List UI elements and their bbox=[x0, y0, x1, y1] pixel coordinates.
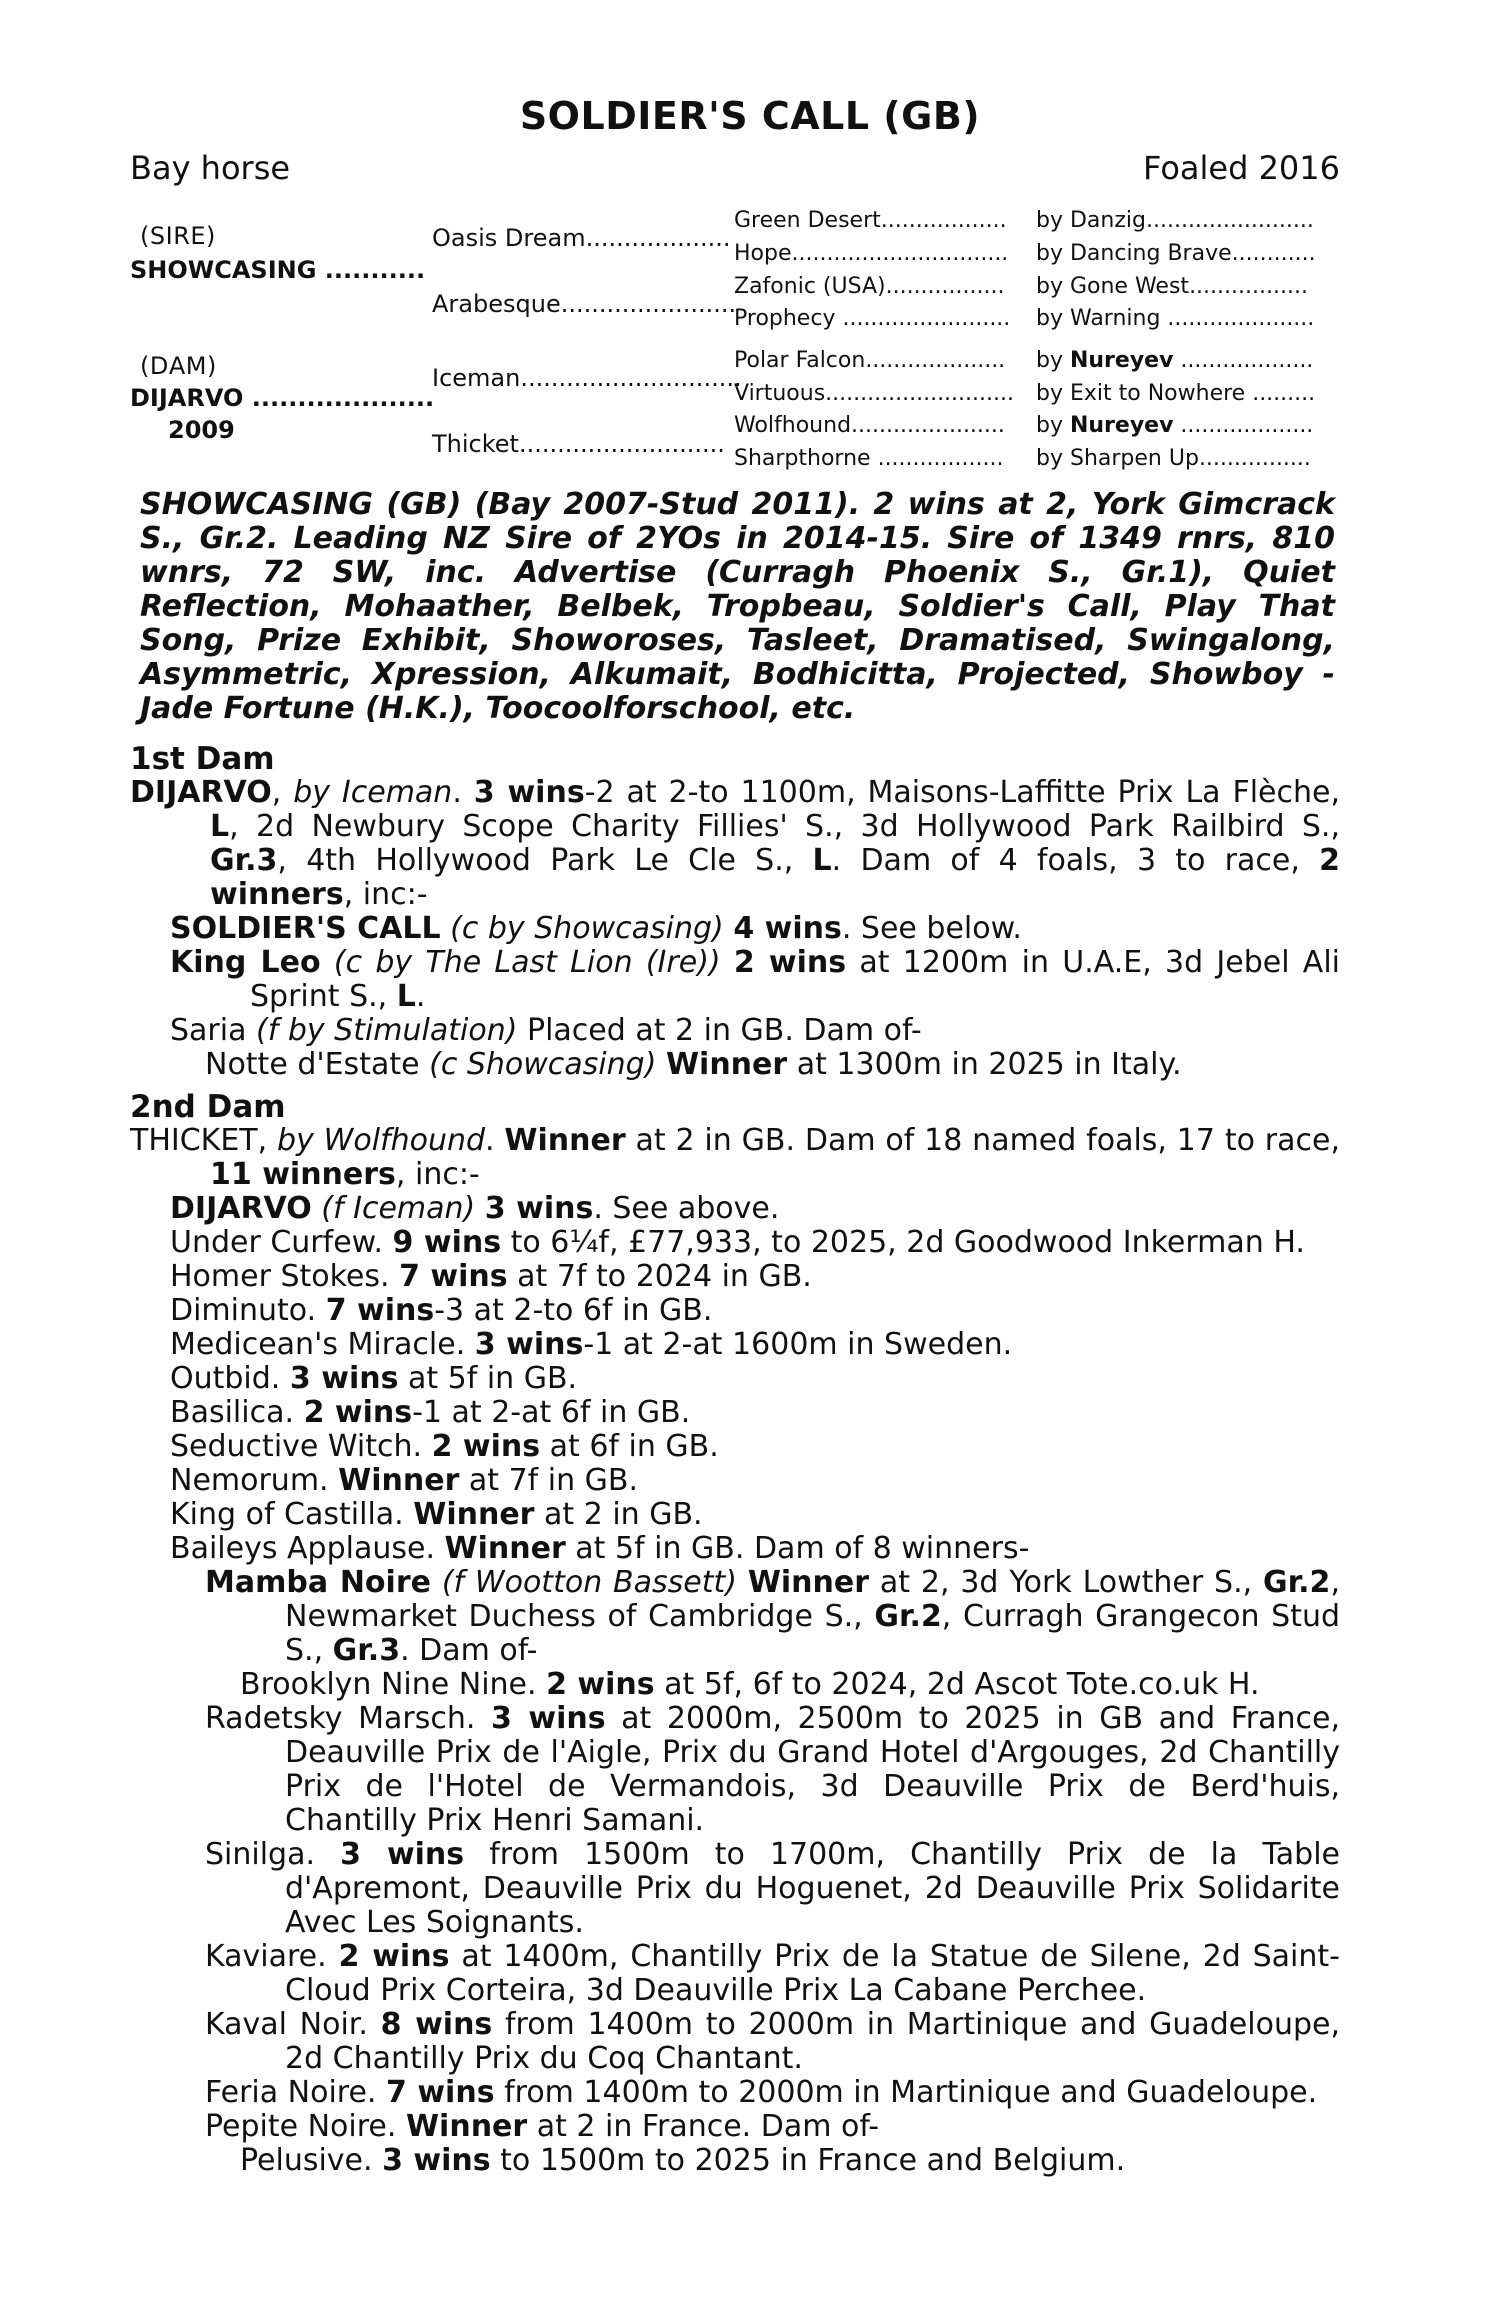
progeny-entry: SOLDIER'S CALL (c by Showcasing) 4 wins. See below. bbox=[170, 911, 1022, 946]
pedigree-gen2-2: Iceman............................. bbox=[432, 364, 742, 392]
pedigree-gen4-7: by Sharpen Up................ bbox=[1036, 446, 1311, 471]
pedigree-gen4-1: by Dancing Brave............ bbox=[1036, 241, 1316, 266]
progeny-entry: Baileys Applause. Winner at 5f in GB. Dam of 8 winners- bbox=[170, 1531, 1030, 1566]
pedigree-gen3-0: Green Desert.................. bbox=[734, 208, 1007, 233]
pedigree-gen2-3: Thicket........................... bbox=[432, 430, 725, 458]
pedigree-gen4-4: by Nureyev ................... bbox=[1036, 348, 1314, 373]
progeny-entry: Medicean's Miracle. 3 wins-1 at 2-at 1600m in Sweden. bbox=[170, 1327, 1013, 1362]
progeny-entry: King of Castilla. Winner at 2 in GB. bbox=[170, 1497, 703, 1532]
progeny-entry: Kaviare. 2 wins at 1400m, Chantilly Prix de la Statue de Silene, 2d Saint-Cloud Prix Corteira, 3d Deauville Prix La Cabane Perchee. bbox=[205, 1939, 1340, 2008]
progeny-entry: Sinilga. 3 wins from 1500m to 1700m, Chantilly Prix de la Table d'Apremont, Deauville Prix du Hoguenet, 2d Deauville Prix Solidarite Avec Les Soignants. bbox=[205, 1837, 1340, 1940]
sire-name: SHOWCASING ........... bbox=[130, 256, 426, 284]
progeny-entry: Nemorum. Winner at 7f in GB. bbox=[170, 1463, 639, 1498]
foaled-year: Foaled 2016 bbox=[1143, 149, 1340, 187]
progeny-entry: Diminuto. 7 wins-3 at 2-to 6f in GB. bbox=[170, 1293, 713, 1328]
progeny-entry: Pepite Noire. Winner at 2 in France. Dam of- bbox=[205, 2109, 880, 2144]
sire-summary: SHOWCASING (GB) (Bay 2007-Stud 2011). 2 wins at 2, York Gimcrack S., Gr.2. Leading NZ Sire of 2YOs in 2014-15. Sire of 1349 rnrs, 810 wnrs, 72 SW, inc. Advertise (Curragh Phoenix S., Gr.1), Quiet Reflection, Mohaather, Belbek, Tropbeau, Soldier's Call, Play That Song, Prize Exhibit, Showoroses, Tasleet, Dramatised, Swingalong, Asymmetric, Xpression, Alkumait, Bodhicitta, Projected, Showboy - Jade Fortune (H.K.), Toocoolforschool, etc. bbox=[140, 487, 1335, 726]
progeny-entry: Basilica. 2 wins-1 at 2-at 6f in GB. bbox=[170, 1395, 691, 1430]
page-title: SOLDIER'S CALL (GB) bbox=[519, 94, 981, 138]
progeny-entry: Radetsky Marsch. 3 wins at 2000m, 2500m to 2025 in GB and France, Deauville Prix de l'Aigle, Prix du Grand Hotel d'Argouges, 2d Chantilly Prix de l'Hotel de Vermandois, 3d Deauville Prix de Berd'huis, Chantilly Prix Henri Samani. bbox=[205, 1701, 1340, 1838]
pedigree-gen2-0: Oasis Dream................... bbox=[432, 224, 731, 252]
pedigree-gen3-4: Polar Falcon.................... bbox=[734, 348, 1006, 373]
horse-color: Bay horse bbox=[130, 149, 291, 187]
progeny-entry: Seductive Witch. 2 wins at 6f in GB. bbox=[170, 1429, 719, 1464]
progeny-entry: Outbid. 3 wins at 5f in GB. bbox=[170, 1361, 578, 1396]
progeny-entry: Saria (f by Stimulation) Placed at 2 in GB. Dam of- bbox=[170, 1013, 922, 1048]
progeny-entry: King Leo (c by The Last Lion (Ire)) 2 wins at 1200m in U.A.E, 3d Jebel Ali Sprint S., L. bbox=[170, 945, 1340, 1014]
progeny-entry: Notte d'Estate (c Showcasing) Winner at 1300m in 2025 in Italy. bbox=[205, 1047, 1182, 1082]
progeny-entry: Under Curfew. 9 wins to 6¼f, £77,933, to 2025, 2d Goodwood Inkerman H. bbox=[170, 1225, 1305, 1260]
pedigree-gen3-3: Prophecy ........................ bbox=[734, 306, 1011, 331]
progeny-entry: Brooklyn Nine Nine. 2 wins at 5f, 6f to 2024, 2d Ascot Tote.co.uk H. bbox=[240, 1667, 1260, 1702]
pedigree-gen3-6: Wolfhound...................... bbox=[734, 413, 1005, 438]
pedigree-gen4-3: by Warning ..................... bbox=[1036, 306, 1315, 331]
pedigree-gen4-5: by Exit to Nowhere ......... bbox=[1036, 381, 1316, 406]
progeny-entry: Pelusive. 3 wins to 1500m to 2025 in France and Belgium. bbox=[240, 2143, 1126, 2178]
progeny-entry: Feria Noire. 7 wins from 1400m to 2000m in Martinique and Guadeloupe. bbox=[205, 2075, 1318, 2110]
progeny-entry: Homer Stokes. 7 wins at 7f to 2024 in GB. bbox=[170, 1259, 812, 1294]
sire-label: (SIRE) bbox=[140, 222, 216, 250]
pedigree-gen3-1: Hope............................... bbox=[734, 241, 1009, 266]
dam-year: 2009 bbox=[168, 416, 235, 444]
second-dam-entry: THICKET, by Wolfhound. Winner at 2 in GB. Dam of 18 named foals, 17 to race, 11 winners, inc:- bbox=[130, 1123, 1340, 1192]
pedigree-gen4-6: by Nureyev ................... bbox=[1036, 413, 1314, 438]
dam-name: DIJARVO .................... bbox=[130, 384, 435, 412]
first-dam-entry: DIJARVO, by Iceman. 3 wins-2 at 2-to 1100m, Maisons-Laffitte Prix La Flèche, L, 2d Newbury Scope Charity Fillies' S., 3d Hollywood Park Railbird S., Gr.3, 4th Hollywood Park Le Cle S., L. Dam of 4 foals, 3 to race, 2 winners, inc:- bbox=[130, 775, 1341, 912]
pedigree-gen3-7: Sharpthorne .................. bbox=[734, 446, 1004, 471]
pedigree-gen2-1: Arabesque....................... bbox=[432, 290, 737, 318]
pedigree-gen4-2: by Gone West................. bbox=[1036, 274, 1308, 299]
pedigree-gen4-0: by Danzig........................ bbox=[1036, 208, 1314, 233]
progeny-entry: Kaval Noir. 8 wins from 1400m to 2000m in Martinique and Guadeloupe, 2d Chantilly Prix du Coq Chantant. bbox=[205, 2007, 1340, 2076]
pedigree-gen3-2: Zafonic (USA)................. bbox=[734, 274, 1005, 299]
pedigree-gen3-5: Virtuous........................... bbox=[734, 381, 1014, 406]
progeny-entry: DIJARVO (f Iceman) 3 wins. See above. bbox=[170, 1191, 780, 1226]
first-dam-heading: 1st Dam bbox=[130, 741, 275, 777]
dam-label: (DAM) bbox=[140, 352, 217, 380]
progeny-entry: Mamba Noire (f Wootton Bassett) Winner at 2, 3d York Lowther S., Gr.2, Newmarket Duchess of Cambridge S., Gr.2, Curragh Grangecon Stud S., Gr.3. Dam of- bbox=[205, 1565, 1341, 1668]
dam-sections bbox=[130, 742, 1340, 2178]
second-dam-heading: 2nd Dam bbox=[130, 1089, 286, 1125]
